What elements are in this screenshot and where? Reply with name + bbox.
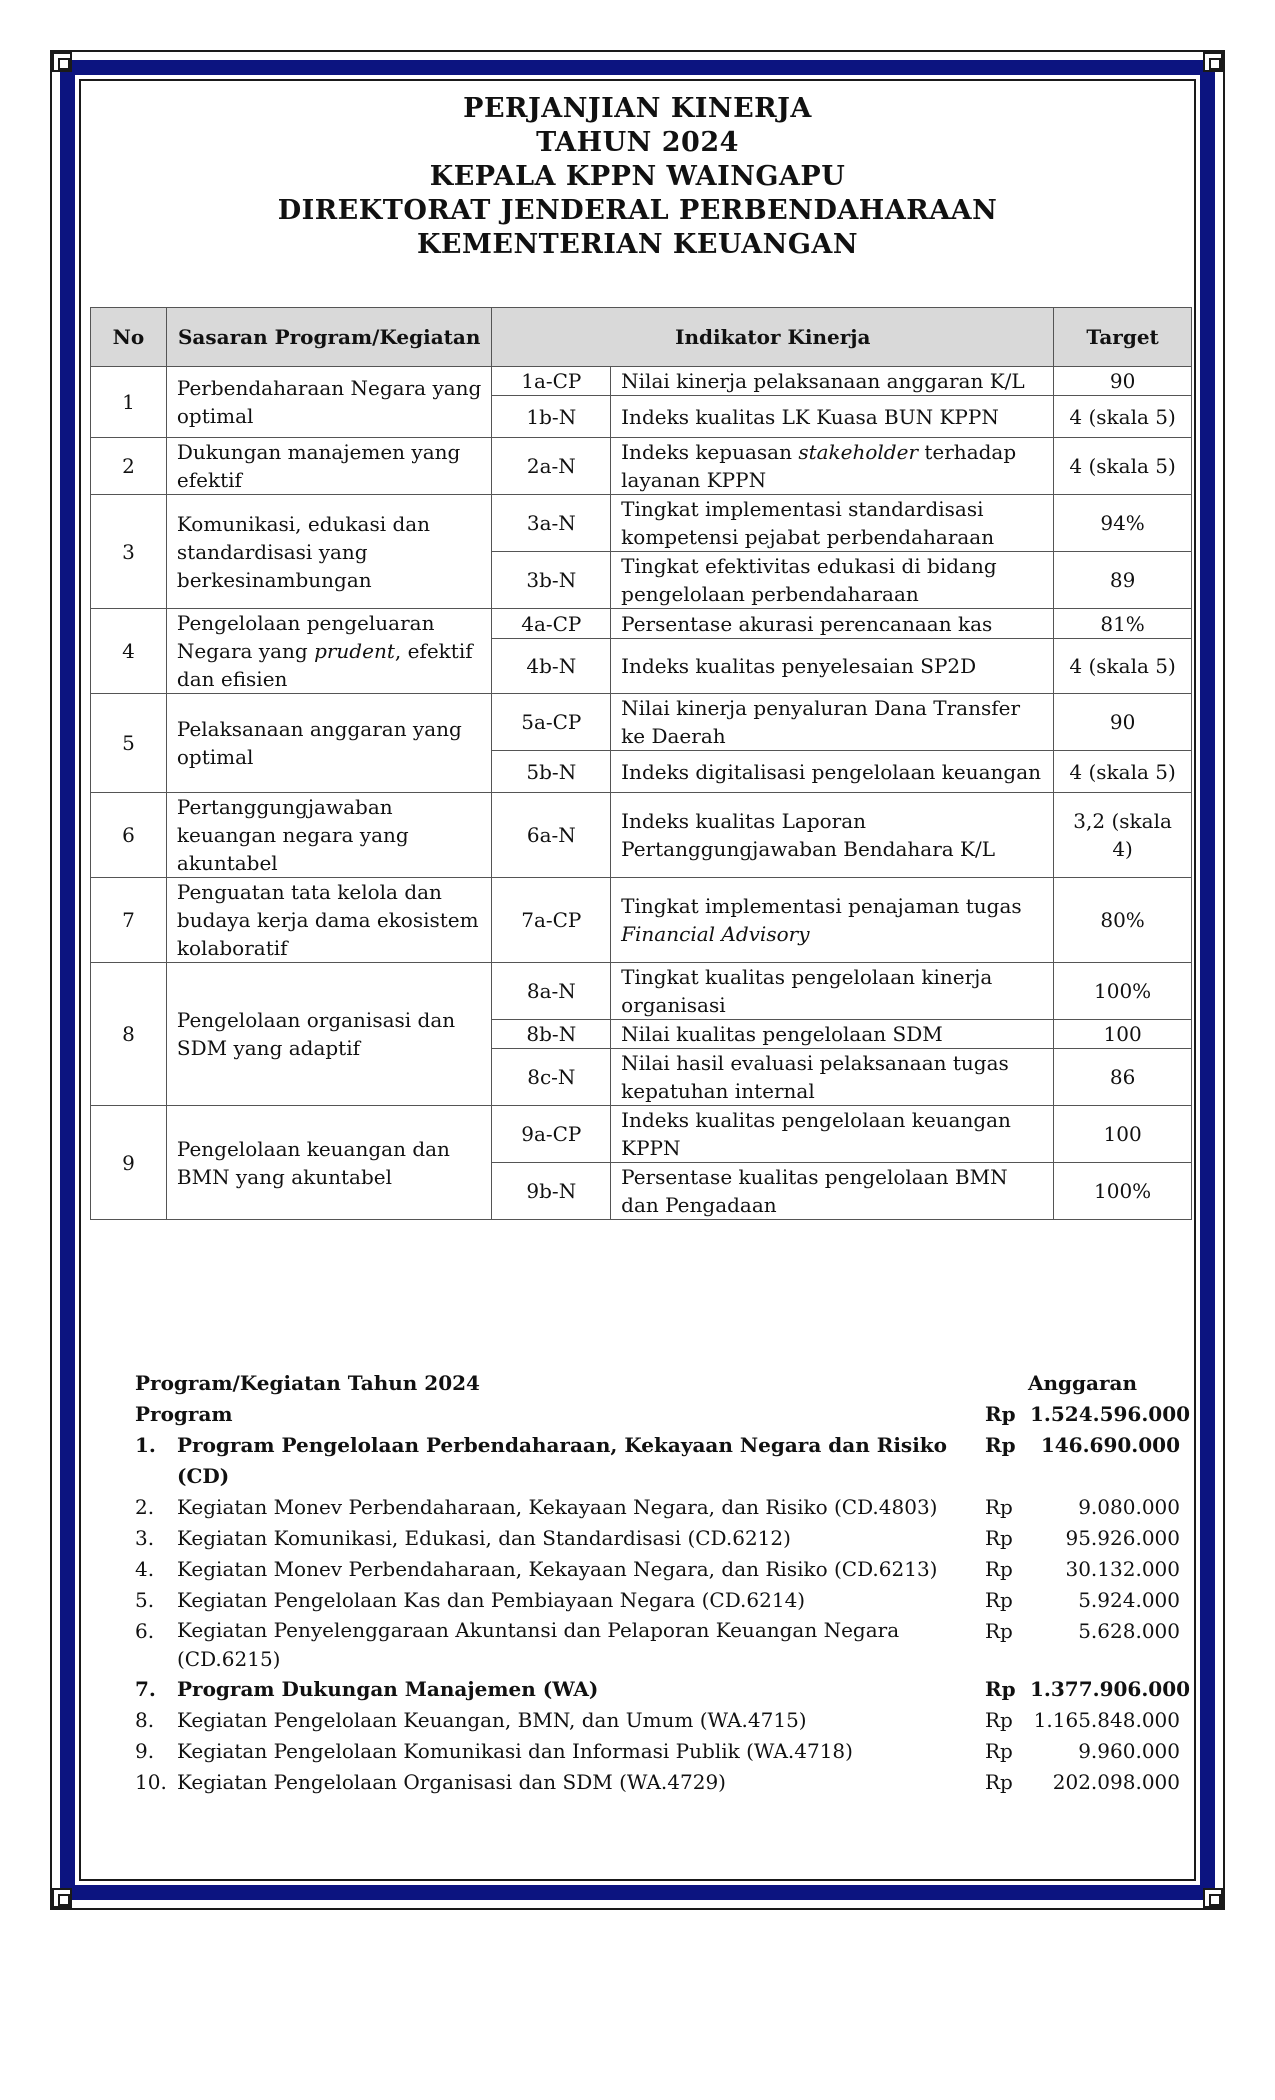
- budget-item-label: Kegiatan Pengelolaan Organisasi dan SDM (WA.4729): [177, 1770, 726, 1794]
- indicator-text: Persentase kualitas pengelolaan BMN dan Pengadaan: [611, 1163, 1054, 1220]
- budget-item-number: 9.: [135, 1739, 155, 1763]
- indicator-code: 1a-CP: [492, 367, 611, 396]
- performance-table: [90, 307, 1192, 1220]
- target-value: 100: [1054, 1106, 1192, 1163]
- document-title: [90, 92, 1185, 262]
- indicator-text-part: Tingkat implementasi penajaman tugas: [621, 894, 1022, 918]
- budget-item-value: 1.165.848.000: [1033, 1708, 1180, 1732]
- row-number: 2: [91, 438, 167, 495]
- indicator-code: 2a-N: [492, 438, 611, 495]
- budget-item-number: 10.: [135, 1770, 167, 1794]
- budget-item-label: Kegiatan Pengelolaan Kas dan Pembiayaan Negara (CD.6214): [177, 1588, 806, 1612]
- indicator-code: 4b-N: [492, 639, 611, 694]
- indicator-emphasis: Financial Advisory: [621, 922, 810, 946]
- budget-section: [135, 1368, 1191, 1798]
- budget-item-label: Program Pengelolaan Perbendaharaan, Kekayaan Negara dan Risiko (CD): [177, 1433, 947, 1488]
- budget-item: [135, 1523, 1180, 1554]
- indicator-code: 3a-N: [492, 495, 611, 552]
- title-line: TAHUN 2024: [536, 127, 739, 158]
- row-number: 5: [91, 694, 167, 793]
- budget-program-total: [135, 1399, 1191, 1430]
- budget-item-number: 1.: [135, 1433, 156, 1457]
- row-number: 7: [91, 878, 167, 963]
- row-number: 3: [91, 495, 167, 609]
- corner-ornament: [1203, 1888, 1223, 1908]
- budget-item-value: 30.132.000: [1065, 1557, 1180, 1581]
- indicator-code: 7a-CP: [492, 878, 611, 963]
- target-value: 100: [1054, 1020, 1192, 1049]
- target-value: 4 (skala 5): [1054, 396, 1192, 438]
- row-number: 6: [91, 793, 167, 878]
- target-value: 4 (skala 5): [1054, 639, 1192, 694]
- currency-label: Rp: [985, 1495, 1013, 1519]
- budget-item-value: 146.690.000: [1040, 1433, 1180, 1457]
- budget-item: [135, 1674, 1191, 1705]
- budget-item: [135, 1492, 1180, 1523]
- budget-item-label: Program Dukungan Manajemen (WA): [177, 1677, 599, 1701]
- budget-title: Program/Kegiatan Tahun 2024: [135, 1371, 480, 1395]
- indicator-code: 5a-CP: [492, 694, 611, 751]
- table-row: [91, 793, 1192, 878]
- budget-item-label: Kegiatan Pengelolaan Komunikasi dan Informasi Publik (WA.4718): [177, 1739, 853, 1763]
- budget-item-value: 9.080.000: [1078, 1495, 1180, 1519]
- currency-label: Rp: [985, 1619, 1013, 1643]
- target-value: 90: [1054, 694, 1192, 751]
- currency-label: Rp: [985, 1402, 1016, 1426]
- sasaran-cell: Pelaksanaan anggaran yang optimal: [166, 694, 492, 793]
- budget-item-number: 8.: [135, 1708, 155, 1732]
- budget-item: [135, 1705, 1180, 1736]
- table-row: [91, 495, 1192, 552]
- budget-item: [135, 1616, 1180, 1674]
- indicator-text-part: Indeks kepuasan: [621, 440, 799, 464]
- indicator-code: 4a-CP: [492, 609, 611, 639]
- budget-item-number: 7.: [135, 1677, 156, 1701]
- indicator-text: Persentase akurasi perencanaan kas: [611, 609, 1054, 639]
- target-value: 4 (skala 5): [1054, 751, 1192, 793]
- title-line: KEPALA KPPN WAINGAPU: [429, 161, 846, 192]
- table-row: [91, 438, 1192, 495]
- indicator-code: 8b-N: [492, 1020, 611, 1049]
- header-indikator: Indikator Kinerja: [492, 308, 1054, 367]
- table-row: [91, 1106, 1192, 1163]
- budget-item-number: 5.: [135, 1588, 155, 1612]
- indicator-code: 9b-N: [492, 1163, 611, 1220]
- target-value: 4 (skala 5): [1054, 438, 1192, 495]
- indicator-text: Nilai kinerja penyaluran Dana Transfer ke Daerah: [611, 694, 1054, 751]
- currency-label: Rp: [985, 1588, 1013, 1612]
- indicator-text: Indeks kualitas Laporan Pertanggungjawaban Bendahara K/L: [611, 793, 1054, 878]
- budget-item-label: Kegiatan Monev Perbendaharaan, Kekayaan Negara, dan Risiko (CD.4803): [177, 1495, 938, 1519]
- title-line: DIREKTORAT JENDERAL PERBENDAHARAAN: [277, 195, 998, 226]
- corner-ornament: [1203, 52, 1223, 72]
- indicator-text: Indeks kualitas LK Kuasa BUN KPPN: [611, 396, 1054, 438]
- indicator-emphasis: stakeholder: [798, 440, 919, 464]
- target-value: 81%: [1054, 609, 1192, 639]
- sasaran-cell: Penguatan tata kelola dan budaya kerja dama ekosistem kolaboratif: [166, 878, 492, 963]
- indicator-text: Nilai kualitas pengelolaan SDM: [611, 1020, 1054, 1049]
- sasaran-cell: [166, 609, 492, 694]
- indicator-text: Indeks kualitas penyelesaian SP2D: [611, 639, 1054, 694]
- sasaran-cell: Perbendaharaan Negara yang optimal: [166, 367, 492, 438]
- budget-item-value: 5.628.000: [1078, 1619, 1180, 1643]
- indicator-code: 1b-N: [492, 396, 611, 438]
- budget-item-label: Kegiatan Penyelenggaraan Akuntansi dan Pelaporan Keuangan Negara (CD.6215): [177, 1618, 900, 1671]
- row-number: 1: [91, 367, 167, 438]
- table-row: [91, 609, 1192, 639]
- target-value: 80%: [1054, 878, 1192, 963]
- sasaran-cell: Pengelolaan organisasi dan SDM yang adaptif: [166, 963, 492, 1106]
- title-line: PERJANJIAN KINERJA: [463, 93, 812, 124]
- budget-item-number: 3.: [135, 1526, 155, 1550]
- currency-label: Rp: [985, 1708, 1013, 1732]
- currency-label: Rp: [985, 1433, 1016, 1457]
- indicator-code: 8a-N: [492, 963, 611, 1020]
- header-target: Target: [1054, 308, 1192, 367]
- target-value: 100%: [1054, 963, 1192, 1020]
- budget-item: [135, 1767, 1180, 1798]
- table-row: [91, 878, 1192, 963]
- indicator-text: Indeks digitalisasi pengelolaan keuangan: [611, 751, 1054, 793]
- indicator-text: Tingkat implementasi standardisasi kompetensi pejabat perbendaharaan: [611, 495, 1054, 552]
- indicator-code: 9a-CP: [492, 1106, 611, 1163]
- budget-item: [135, 1430, 1180, 1492]
- budget-column-anggaran: Anggaran: [1027, 1371, 1138, 1395]
- budget-item-value: 9.960.000: [1078, 1739, 1180, 1763]
- sasaran-emphasis: prudent: [314, 639, 395, 663]
- target-value: 90: [1054, 367, 1192, 396]
- budget-item-number: 4.: [135, 1557, 155, 1581]
- budget-item-value: 1.377.906.000: [1030, 1677, 1191, 1701]
- indicator-text: [611, 438, 1054, 495]
- indicator-text: Nilai kinerja pelaksanaan anggaran K/L: [611, 367, 1054, 396]
- currency-label: Rp: [985, 1739, 1013, 1763]
- target-value: 86: [1054, 1049, 1192, 1106]
- sasaran-cell: Pertanggungjawaban keuangan negara yang akuntabel: [166, 793, 492, 878]
- currency-label: Rp: [985, 1526, 1013, 1550]
- table-row: [91, 694, 1192, 751]
- budget-item-label: Kegiatan Pengelolaan Keuangan, BMN, dan Umum (WA.4715): [177, 1708, 807, 1732]
- budget-item-number: 6.: [135, 1619, 155, 1643]
- budget-item-value: 95.926.000: [1065, 1526, 1180, 1550]
- indicator-text: [611, 878, 1054, 963]
- corner-ornament: [52, 1888, 72, 1908]
- target-value: 94%: [1054, 495, 1192, 552]
- budget-item-label: Kegiatan Monev Perbendaharaan, Kekayaan Negara, dan Risiko (CD.6213): [177, 1557, 938, 1581]
- currency-label: Rp: [985, 1677, 1016, 1701]
- sasaran-cell: Dukungan manajemen yang efektif: [166, 438, 492, 495]
- budget-item: [135, 1554, 1180, 1585]
- budget-item: [135, 1585, 1180, 1616]
- budget-program-value: 1.524.596.000: [1030, 1402, 1191, 1426]
- target-value: 3,2 (skala 4): [1054, 793, 1192, 878]
- table-row: [91, 367, 1192, 396]
- sasaran-text: , efektif dan efisien: [176, 639, 473, 691]
- indicator-text: Tingkat kualitas pengelolaan kinerja organisasi: [611, 963, 1054, 1020]
- budget-item-value: 202.098.000: [1052, 1770, 1180, 1794]
- indicator-code: 3b-N: [492, 552, 611, 609]
- indicator-code: 5b-N: [492, 751, 611, 793]
- target-value: 89: [1054, 552, 1192, 609]
- sasaran-cell: Pengelolaan keuangan dan BMN yang akuntabel: [166, 1106, 492, 1220]
- indicator-code: 6a-N: [492, 793, 611, 878]
- budget-program-label: Program: [135, 1402, 233, 1426]
- indicator-text: Nilai hasil evaluasi pelaksanaan tugas kepatuhan internal: [611, 1049, 1054, 1106]
- indicator-text: Indeks kualitas pengelolaan keuangan KPPN: [611, 1106, 1054, 1163]
- budget-item-number: 2.: [135, 1495, 155, 1519]
- sasaran-text: Pengelolaan pengeluaran Negara yang: [176, 611, 435, 663]
- indicator-text: Tingkat efektivitas edukasi di bidang pengelolaan perbendaharaan: [611, 552, 1054, 609]
- header-sasaran: Sasaran Program/Kegiatan: [166, 308, 492, 367]
- document-content: [90, 90, 1191, 1794]
- indicator-code: 8c-N: [492, 1049, 611, 1106]
- budget-item-value: 5.924.000: [1078, 1588, 1180, 1612]
- currency-label: Rp: [985, 1557, 1013, 1581]
- budget-header: [135, 1368, 1180, 1399]
- indicator-text-part: terhadap layanan KPPN: [621, 440, 1017, 492]
- row-number: 4: [91, 609, 167, 694]
- header-no: No: [91, 308, 167, 367]
- budget-item: [135, 1736, 1180, 1767]
- table-row: [91, 963, 1192, 1020]
- currency-label: Rp: [985, 1770, 1013, 1794]
- row-number: 8: [91, 963, 167, 1106]
- row-number: 9: [91, 1106, 167, 1220]
- table-header-row: [91, 308, 1192, 367]
- title-line: KEMENTERIAN KEUANGAN: [416, 229, 859, 260]
- sasaran-cell: Komunikasi, edukasi dan standardisasi yang berkesinambungan: [166, 495, 492, 609]
- corner-ornament: [52, 52, 72, 72]
- budget-item-label: Kegiatan Komunikasi, Edukasi, dan Standardisasi (CD.6212): [177, 1526, 791, 1550]
- target-value: 100%: [1054, 1163, 1192, 1220]
